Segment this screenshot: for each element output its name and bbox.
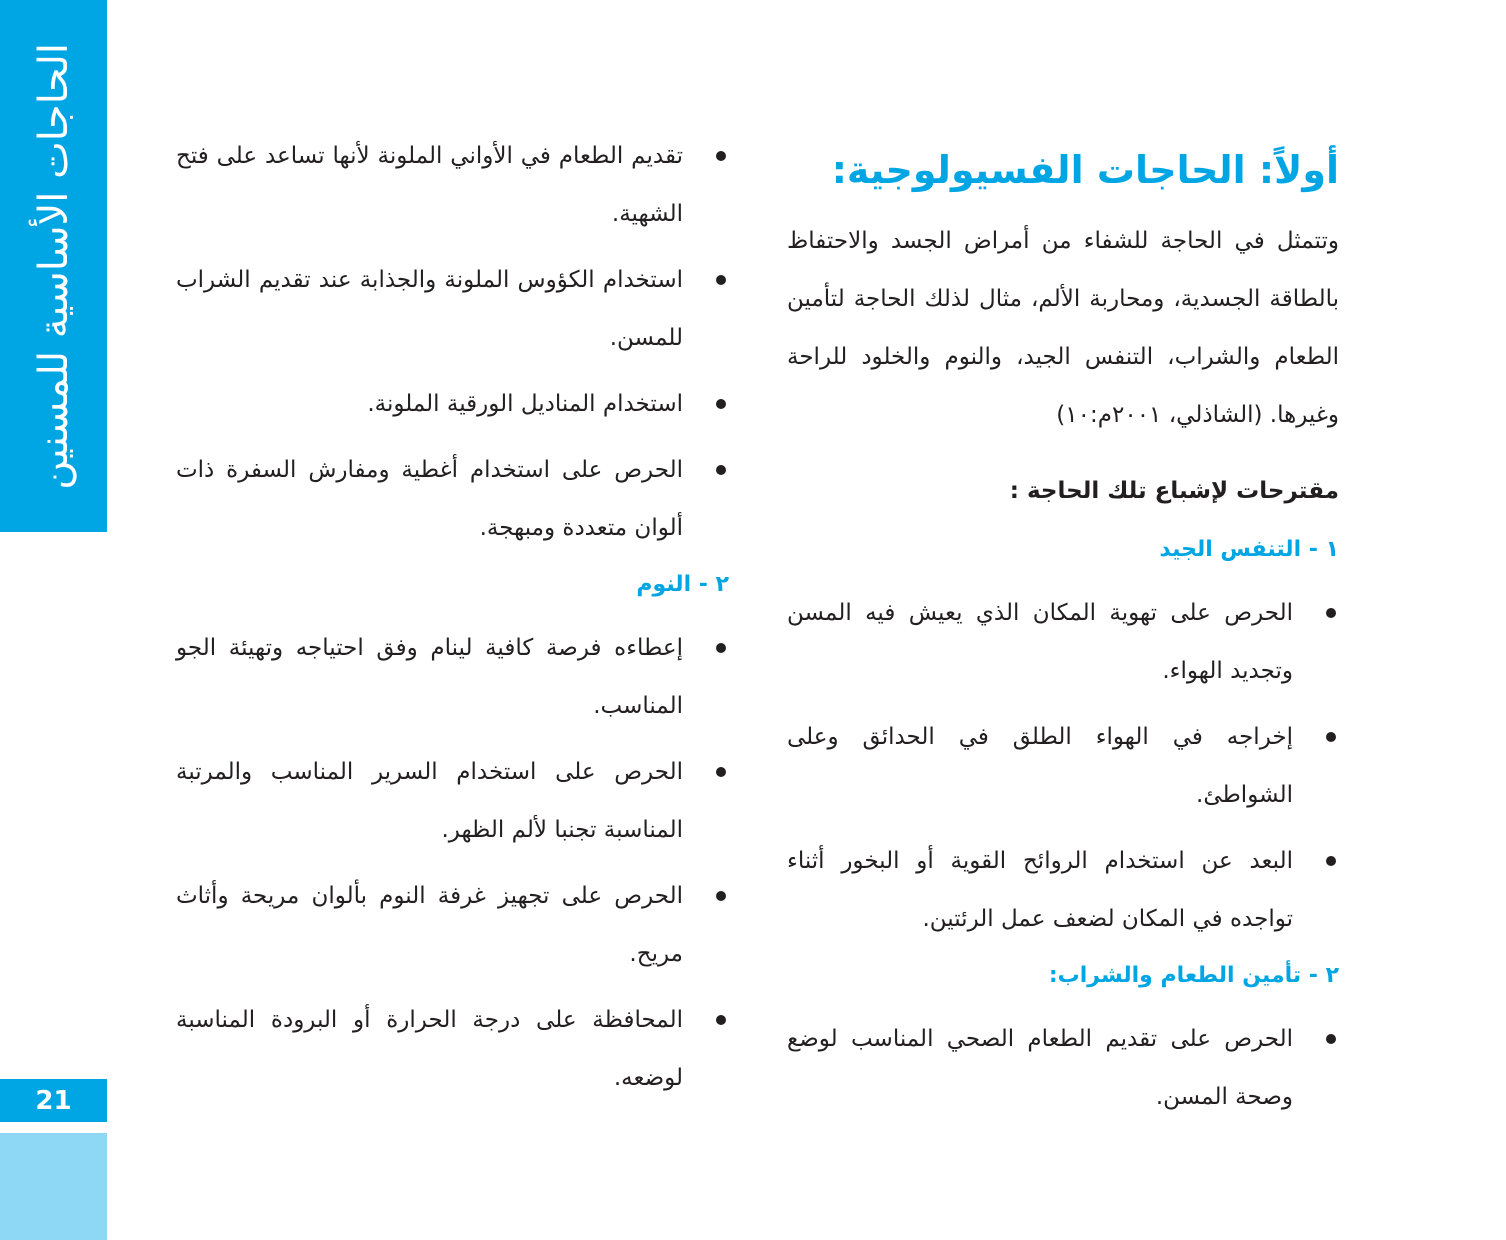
side-title-text: الحاجات الأساسية للمسنين (30, 42, 77, 490)
list-item-text: استخدام المناديل الورقية الملونة. (367, 391, 683, 417)
side-title (0, 0, 107, 532)
bullet-icon (716, 275, 726, 285)
intro-paragraph: وتتمثل في الحاجة للشفاء من أمراض الجسد والاحتفاظ بالطاقة الجسدية، ومحاربة الألم، مثال لذلك الحاجة لتأمين الطعام والشراب، التنفس الجيد، والنوم والخلود للراحة وغيرها. (الشاذلي، ٢٠٠١م:١٠) (787, 228, 1339, 428)
list-item (176, 251, 729, 367)
right-column (787, 140, 1339, 1134)
list-item (787, 832, 1339, 948)
bullet-icon (716, 399, 726, 409)
list-item-text: الحرص على تهوية المكان الذي يعيش فيه المسن وتجديد الهواء. (787, 600, 1293, 684)
suggestions-heading: مقترحات لإشباع تلك الحاجة : (1009, 478, 1339, 504)
list-item (176, 619, 729, 735)
list-item (176, 441, 729, 557)
list-item-text: الحرص على استخدام أغطية ومفارش السفرة ذات ألوان متعددة ومبهجة. (176, 457, 683, 541)
bullet-icon (716, 1015, 726, 1025)
main-heading: أولاً: الحاجات الفسيولوجية: (831, 148, 1339, 192)
bullet-icon (1326, 608, 1336, 618)
list-item-text: إخراجه في الهواء الطلق في الحدائق وعلى الشواطئ. (787, 724, 1293, 808)
sleep-list (176, 619, 729, 1107)
list-item-text: الحرص على استخدام السرير المناسب والمرتبة المناسبة تجنبا لألم الظهر. (176, 759, 683, 843)
section-breathing-title: ١ - التنفس الجيد (1159, 537, 1339, 562)
section-sleep-title: ٢ - النوم (636, 572, 729, 597)
bullet-icon (1326, 1034, 1336, 1044)
bullet-icon (1326, 856, 1336, 866)
list-item (176, 375, 729, 433)
breathing-list (787, 584, 1339, 948)
food-list-continued (176, 127, 729, 557)
list-item (787, 584, 1339, 700)
bullet-icon (716, 465, 726, 475)
bullet-icon (1326, 732, 1336, 742)
list-item-text: تقديم الطعام في الأواني الملونة لأنها تساعد على فتح الشهية. (176, 143, 683, 227)
list-item-text: استخدام الكؤوس الملونة والجذابة عند تقديم الشراب للمسن. (176, 267, 683, 351)
bullet-icon (716, 891, 726, 901)
list-item (176, 127, 729, 243)
food-list (787, 1010, 1339, 1126)
left-column (176, 127, 729, 1115)
bullet-icon (716, 643, 726, 653)
list-item-text: الحرص على تجهيز غرفة النوم بألوان مريحة وأثاث مريح. (176, 883, 683, 967)
section-food-title: ٢ - تأمين الطعام والشراب: (1048, 963, 1339, 988)
list-item-text: الحرص على تقديم الطعام الصحي المناسب لوضع وصحة المسن. (787, 1026, 1293, 1110)
page-number: 21 (0, 1079, 107, 1122)
bullet-icon (716, 151, 726, 161)
list-item (787, 1010, 1339, 1126)
list-item-text: البعد عن استخدام الروائح القوية أو البخور أثناء تواجده في المكان لضعف عمل الرئتين. (787, 848, 1293, 932)
list-item (787, 708, 1339, 824)
bullet-icon (716, 767, 726, 777)
list-item (176, 991, 729, 1107)
list-item-text: المحافظة على درجة الحرارة أو البرودة المناسبة لوضعه. (176, 1007, 683, 1091)
bottom-band (0, 1133, 107, 1240)
list-item-text: إعطاءه فرصة كافية لينام وفق احتياجه وتهيئة الجو المناسب. (176, 635, 683, 719)
list-item (176, 867, 729, 983)
list-item (176, 743, 729, 859)
